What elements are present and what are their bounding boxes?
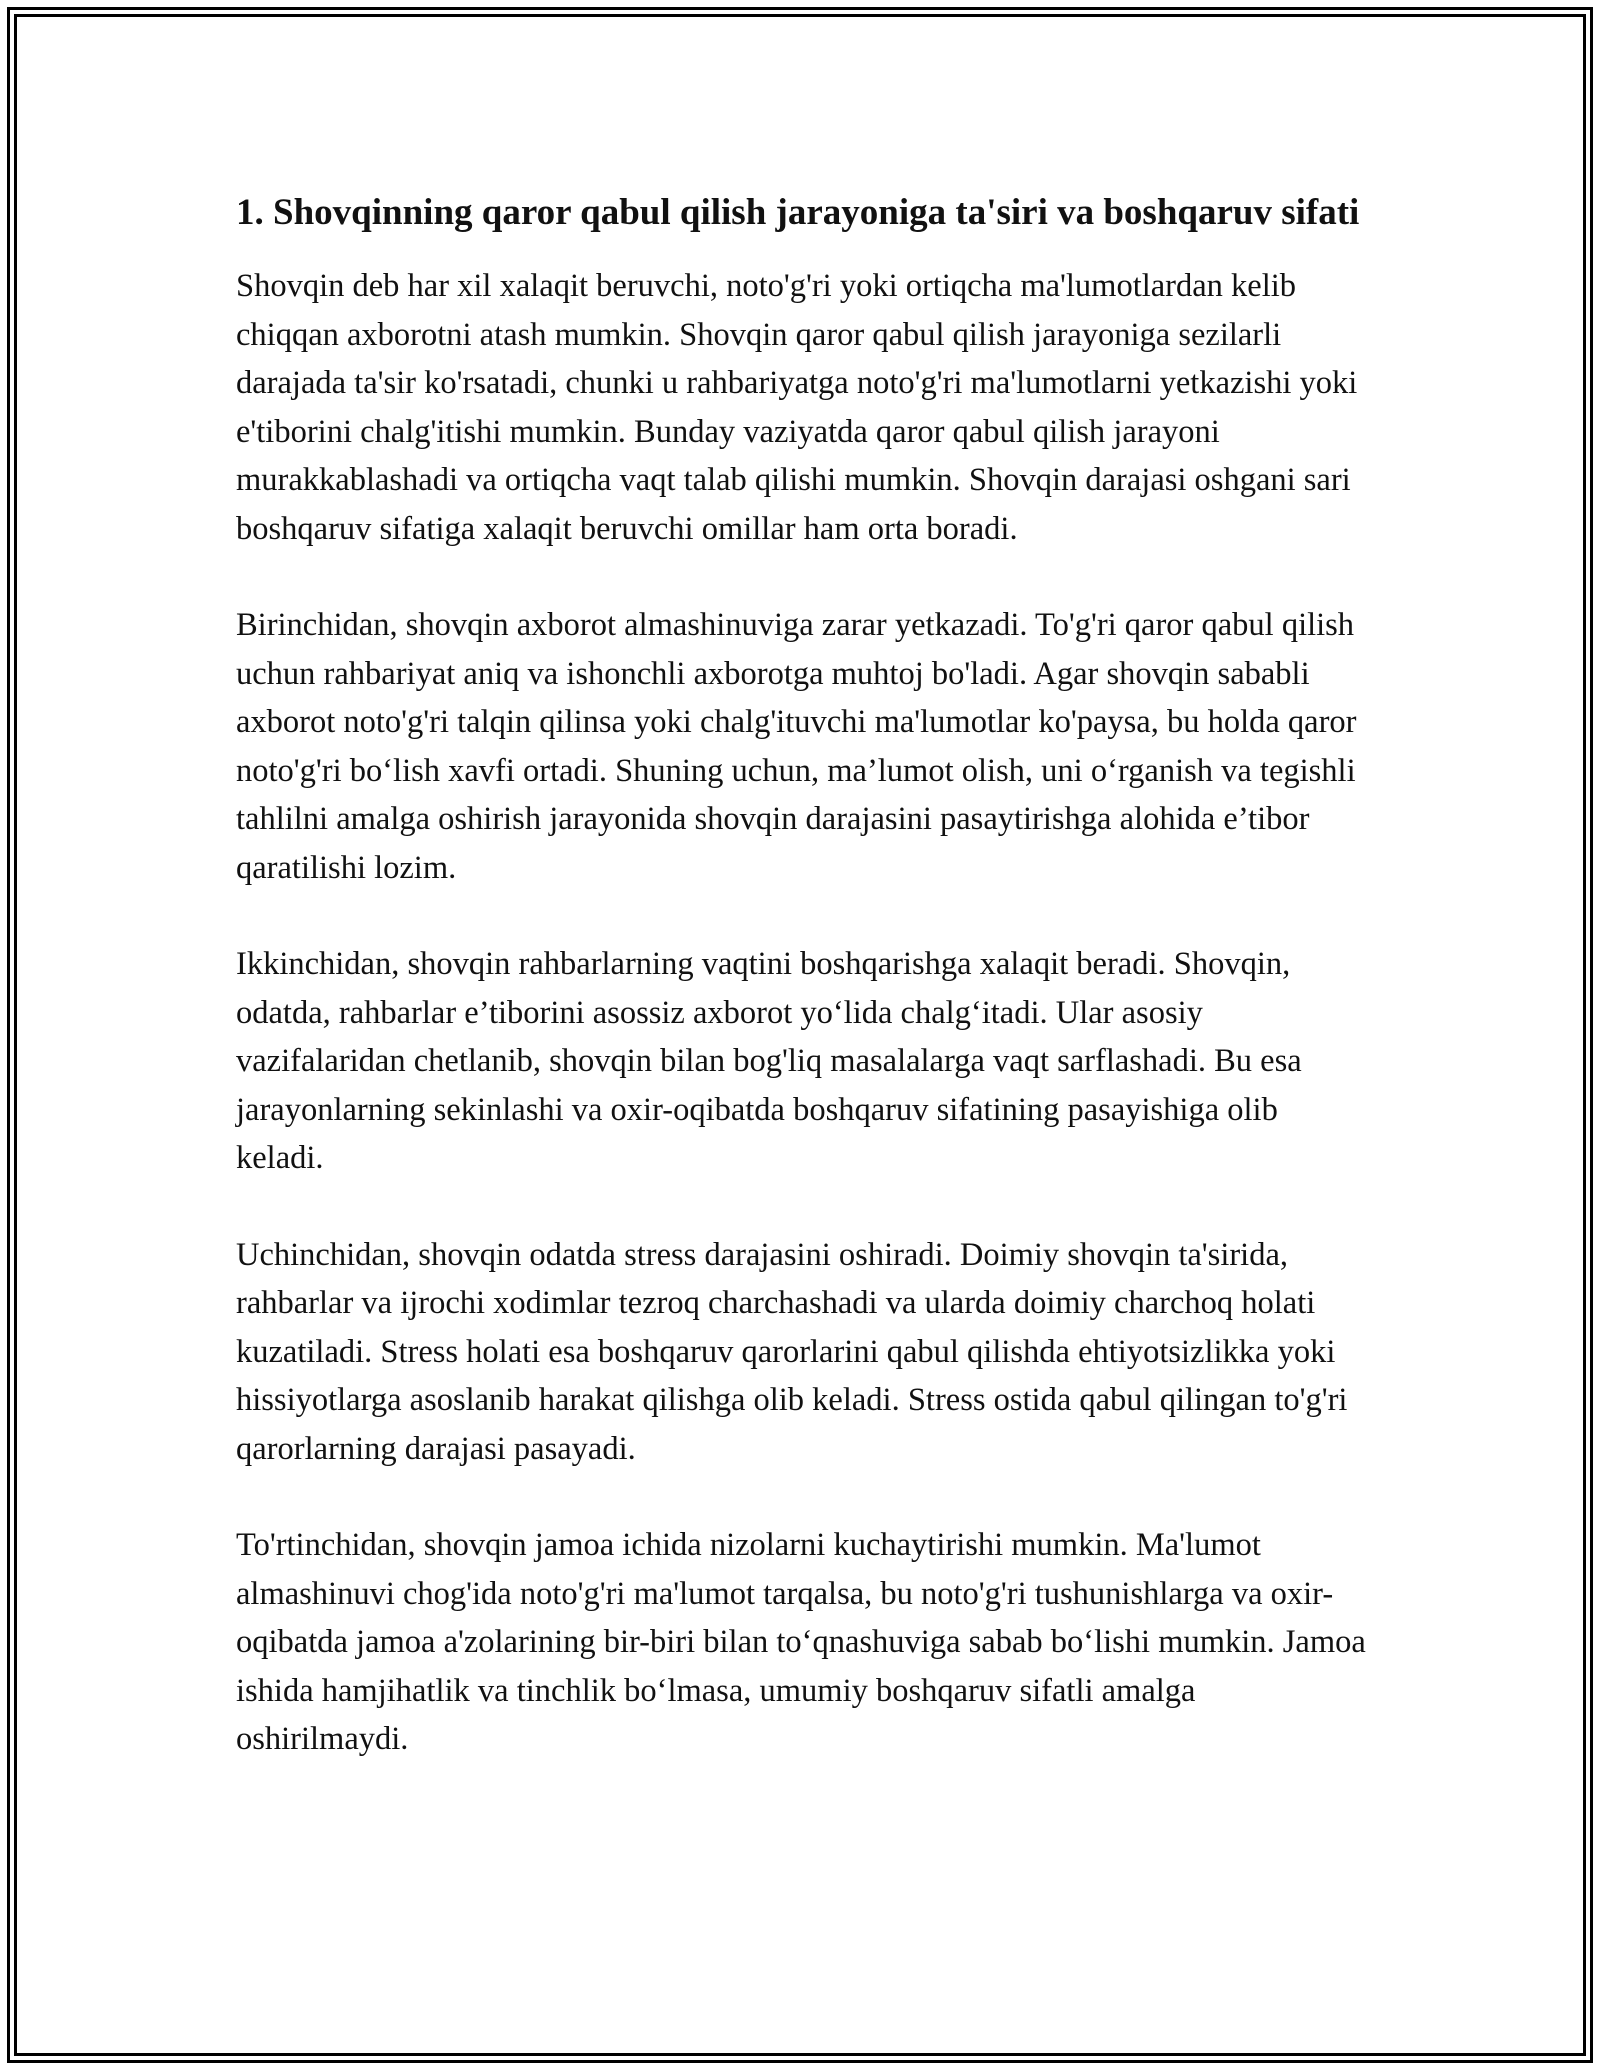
paragraph-fourth-point: To'rtinchidan, shovqin jamoa ichida nizolarni kuchaytirishi mumkin. Ma'lumot almashinuvi chog'ida noto'g'ri ma'lumot tarqalsa, bu noto'g'ri tushunishlarga va oxir-oqibatda jamoa a'zolarining bir-biri bilan to‘qnashuviga sabab bo‘lishi mumkin. Jamoa ishida hamjihatlik va tinchlik bo‘lmasa, umumiy boshqaruv sifatli amalga oshirilmaydi. xyxy=(236,1527,1366,1757)
paragraph-third-point: Uchinchidan, shovqin odatda stress darajasini oshiradi. Doimiy shovqin ta'sirida, rahbarlar va ijrochi xodimlar tezroq charchashadi va ularda doimiy charchoq holati kuzatiladi. Stress holati esa boshqaruv qarorlarini qabul qilishda ehtiyotsizlikka yoki hissiyotlarga asoslanib harakat qilishga olib keladi. Stress ostida qabul qilingan to'g'ri qarorlarning darajasi pasayadi. xyxy=(236,1236,1348,1467)
paragraph-first-point: Birinchidan, shovqin axborot almashinuviga zarar yetkazadi. To'g'ri qaror qabul qilish uchun rahbariyat aniq va ishonchli axborotga muhtoj bo'ladi. Agar shovqin sababli axborot noto'g'ri talqin qilinsa yoki chalg'ituvchi ma'lumotlar ko'paysa, bu holda qaror noto'g'ri bo‘lish xavfi ortadi. Shuning uchun, ma’lumot olish, uni o‘rganish va tegishli tahlilni amalga oshirish jarayonida shovqin darajasini pasaytirishga alohida e’tibor qaratilishi lozim. xyxy=(236,607,1357,886)
paragraph-second-point: Ikkinchidan, shovqin rahbarlarning vaqtini boshqarishga xalaqit beradi. Shovqin, odatda, rahbarlar e’tiborini asossiz axborot yo‘lida chalg‘itadi. Ular asosiy vazifalaridan chetlanib, shovqin bilan bog'liq masalalarga vaqt sarflashadi. Bu esa jarayonlarning sekinlashi va oxir-oqibatda boshqaruv sifatining pasayishiga olib keladi. xyxy=(236,946,1302,1176)
section-heading: 1. Shovqinning qaror qabul qilish jarayoniga ta'siri va boshqaruv sifati xyxy=(236,192,1360,233)
paragraph-intro: Shovqin deb har xil xalaqit beruvchi, noto'g'ri yoki ortiqcha ma'lumotlardan kelib chiqqan axborotni atash mumkin. Shovqin qaror qabul qilish jarayoniga sezilarli darajada ta'sir ko'rsatadi, chunki u rahbariyatga noto'g'ri ma'lumotlarni yetkazishi yoki e'tiborini chalg'itishi mumkin. Bunday vaziyatda qaror qabul qilish jarayoni murakkablashadi va ortiqcha vaqt talab qilishi mumkin. Shovqin darajasi oshgani sari boshqaruv sifatiga xalaqit beruvchi omillar ham orta boradi. xyxy=(236,268,1358,547)
document-body xyxy=(236,186,1366,1764)
